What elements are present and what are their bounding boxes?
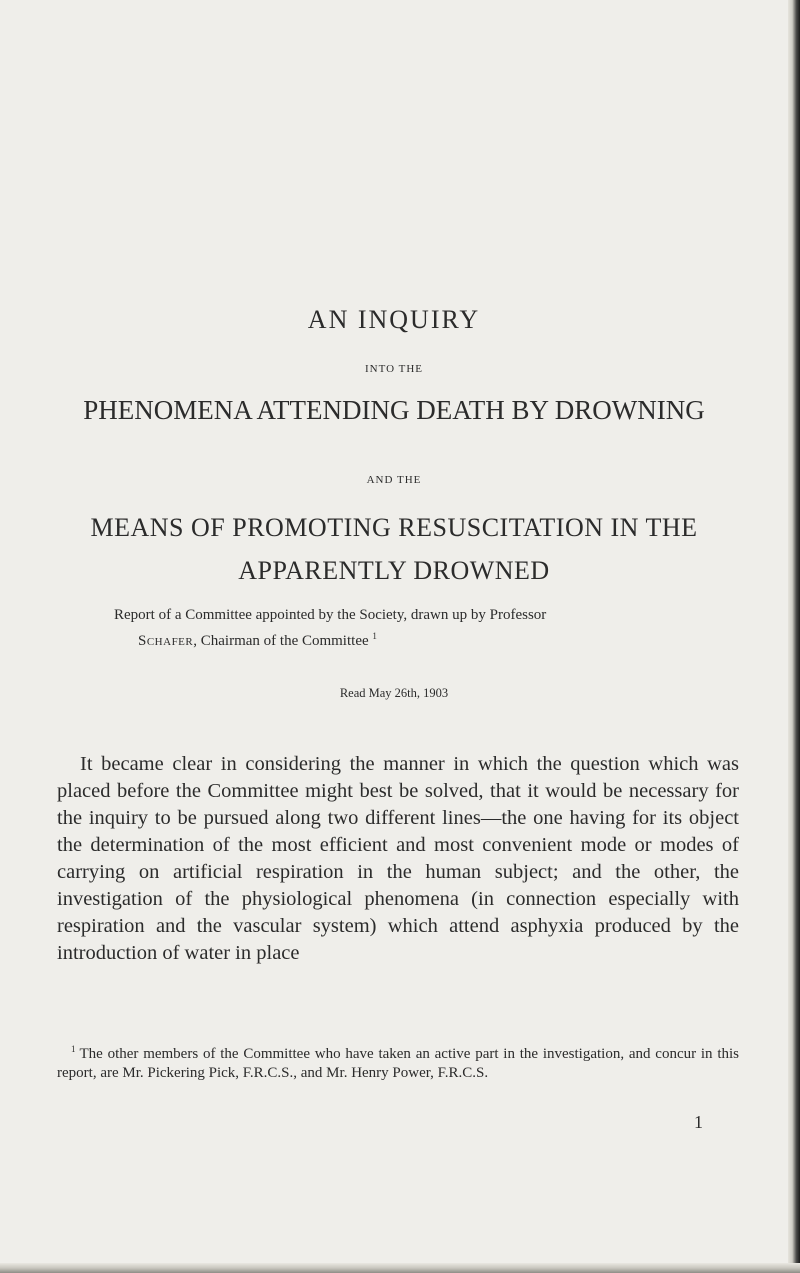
read-date: Read May 26th, 1903: [339, 686, 449, 700]
footnote-text: The other members of the Committee who have taken an active part in the investigation, and concur in this report, are Mr. Pickering Pick, F.R.C.S., and Mr. Henry Power, F.R.C.S.: [57, 1046, 739, 1081]
means-heading: MEANS OF PROMOTING RESUSCITATION IN THE: [90, 513, 698, 542]
chairman-name: Schafer: [138, 633, 194, 649]
chairman-role: , Chairman of the Committee: [193, 633, 369, 649]
footnote-mark: 1: [71, 1044, 76, 1054]
and-the-line: AND THE: [366, 474, 422, 486]
page-number: 1: [694, 1112, 703, 1132]
phenomena-heading: PHENOMENA ATTENDING DEATH BY DROWNING: [83, 395, 705, 425]
report-line-2: [114, 626, 754, 652]
into-the-line: INTO THE: [364, 363, 423, 375]
document-title: AN INQUIRY: [307, 305, 481, 334]
page-bottom-edge: [0, 1263, 800, 1273]
footnote: [57, 1040, 739, 1083]
footnote-reference: 1: [372, 631, 377, 641]
body-paragraph: [57, 751, 739, 967]
report-line-1: Report of a Committee appointed by the Society, drawn up by Professor: [114, 607, 547, 623]
apparently-drowned-heading: APPARENTLY DROWNED: [238, 556, 550, 585]
report-attribution: [114, 605, 754, 652]
body-paragraph-text: It became clear in considering the manner in which the question which was placed before the Committee might best be solved, that it would be necessary for the inquiry to be pursued along two different lines—the one having for its object the determination of the most efficient and most convenient mode or modes of carrying on artificial respiration in the human subject; and the other, the investigation of the physiological phenomena (in connection especially with respiration and the vascular system) which attend asphyxia produced by the introduction of water in place: [57, 753, 739, 964]
page-edge-shadow: [788, 0, 800, 1273]
